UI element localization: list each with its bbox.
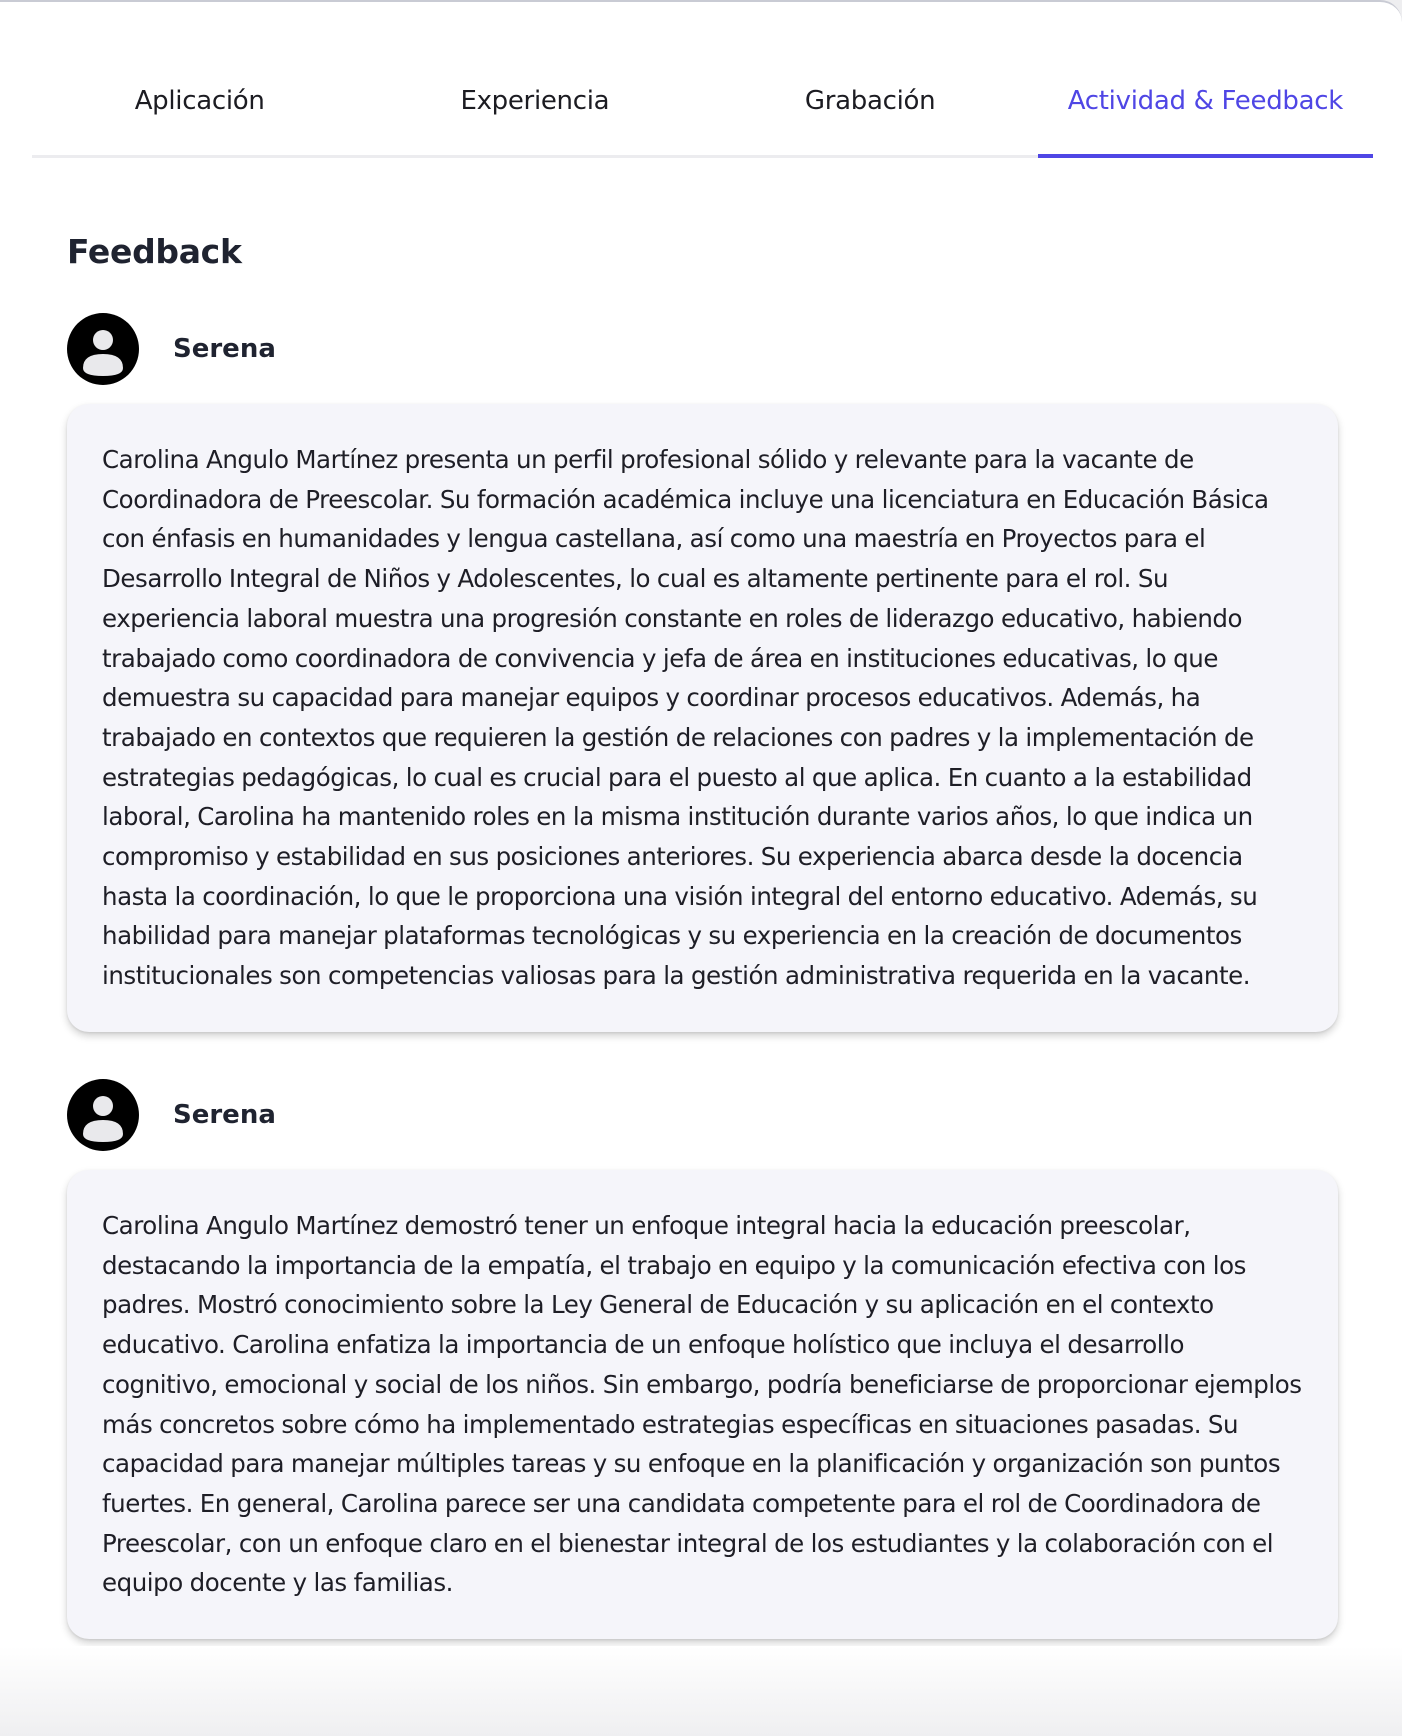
feedback-card bbox=[67, 1170, 1338, 1639]
feedback-entry bbox=[67, 1078, 1338, 1639]
feedback-text: Carolina Angulo Martínez demostró tener un enfoque integral hacia la educación preescolar, destacando la importancia de la empatía, el trabajo en equipo y la comunicación efectiva con los padres. Mostró conocimiento sobre la Ley General de Educación y su aplicación en el contexto educativo. Carolina enfatiza la importancia de un enfoque holístico que incluya el desarrollo cognitivo, emocional y social de los niños. Sin embargo, podría beneficiarse de proporcionar ejemplos más concretos sobre cómo ha implementado estrategias específicas en situaciones pasadas. Su capacidad para manejar múltiples tareas y su enfoque en la planificación y organización son puntos fuertes. En general, Carolina parece ser una candidata competente para el rol de Coordinadora de Preescolar, con un enfoque claro en el bienestar integral de los estudiantes y la colaboración con el equipo docente y las familias. bbox=[102, 1211, 1302, 1598]
feedback-author-name: Serena bbox=[173, 1100, 276, 1130]
feedback-author-row bbox=[67, 312, 1338, 386]
feedback-author-row bbox=[67, 1078, 1338, 1152]
feedback-author-name: Serena bbox=[173, 334, 276, 364]
user-circle-icon bbox=[67, 1079, 139, 1151]
feedback-card bbox=[67, 404, 1338, 1032]
tab-aplicacion[interactable]: Aplicación bbox=[134, 85, 265, 116]
user-circle-icon bbox=[67, 313, 139, 385]
tab-bar bbox=[32, 58, 1373, 158]
section-title: Feedback bbox=[67, 232, 242, 271]
tab-experiencia[interactable]: Experiencia bbox=[460, 85, 610, 116]
tab-actividad-feedback[interactable]: Actividad & Feedback bbox=[1038, 58, 1373, 155]
tab-grabacion[interactable]: Grabación bbox=[804, 85, 936, 116]
feedback-text: Carolina Angulo Martínez presenta un perfil profesional sólido y relevante para la vacante de Coordinadora de Preescolar. Su formación académica incluye una licenciatura en Educación Básica con énfasis en humanidades y lengua castellana, así como una maestría en Proyectos para el Desarrollo Integral de Niños y Adolescentes, lo cual es altamente pertinente para el rol. Su experiencia laboral muestra una progresión constante en roles de liderazgo educativo, habiendo trabajado como coordinadora de convivencia y jefa de área en instituciones educativas, lo que demuestra su capacidad para manejar equipos y coordinar procesos educativos. Además, ha trabajado en contextos que requieren la gestión de relaciones con padres y la implementación de estrategias pedagógicas, lo cual es crucial para el puesto al que aplica. En cuanto a la estabilidad laboral, Carolina ha mantenido roles en la misma institución durante varios años, lo que indica un compromiso y estabilidad en sus posiciones anteriores. Su experiencia abarca desde la docencia hasta la coordinación, lo que le proporciona una visión integral del entorno educativo. Además, su habilidad para manejar plataformas tecnológicas y su experiencia en la creación de documentos institucionales son competencias valiosas para la gestión administrativa requerida en la vacante. bbox=[102, 445, 1269, 991]
feedback-entry bbox=[67, 312, 1338, 1032]
